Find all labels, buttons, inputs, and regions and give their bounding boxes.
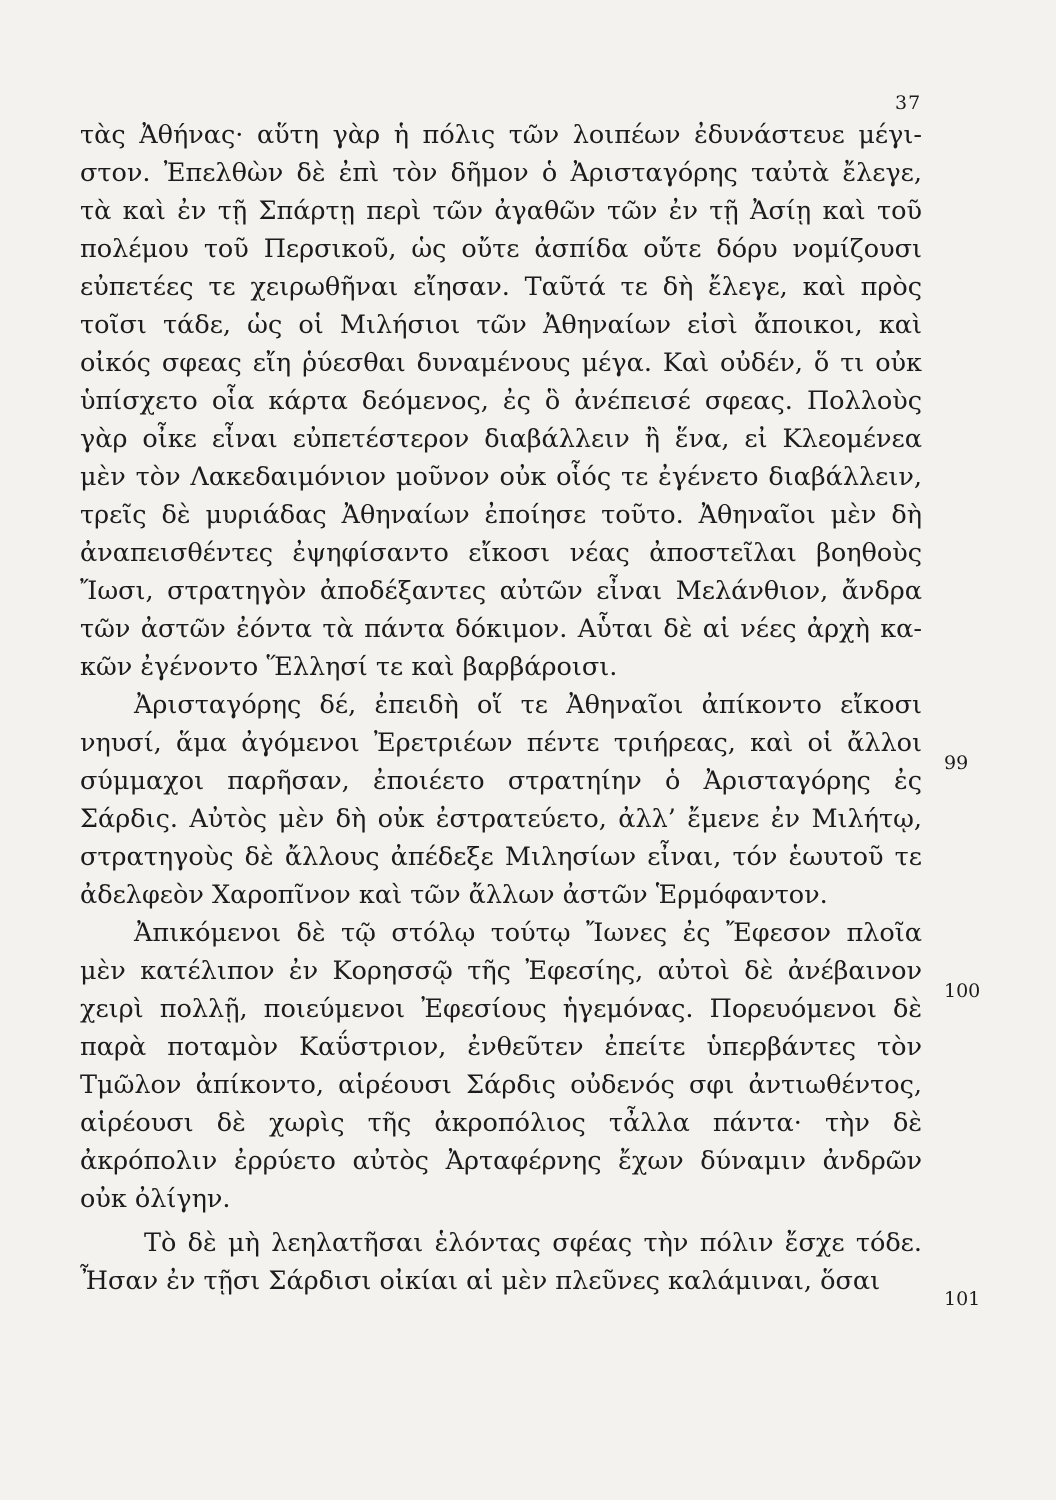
margin-section-number: 101 [944, 1288, 981, 1310]
text-line: Ἀπικόμενοι δὲ τῷ στόλῳ τούτῳ Ἴωνες ἐς Ἔφεσον πλοῖα [134, 918, 922, 948]
text-line: κῶν ἐγένοντο Ἕλλησί τε καὶ βαρβάροισι. [80, 652, 618, 682]
paragraph [80, 1224, 922, 1300]
paragraph [80, 686, 922, 914]
text-line: ἀναπεισθέντες ἐψηφίσαντο εἴκοσι νέας ἀποστεῖλαι βοηθοὺς [80, 538, 922, 568]
text-line: ἀδελφεὸν Χαροπῖνον καὶ τῶν ἄλλων ἀστῶν Ἑρμόφαντον. [80, 880, 828, 910]
text-line: Σάρδις. Αὐτὸς μὲν δὴ οὐκ ἐστρατεύετο, ἀλλ’ ἔμενε ἐν Μιλήτῳ, [80, 804, 922, 834]
text-line: οὐκ ὀλίγην. [80, 1184, 231, 1214]
text-line: Ἴωσι, στρατηγὸν ἀποδέξαντες αὐτῶν εἶναι Μελάνθιον, ἄνδρα [80, 576, 922, 606]
text-line: τῶν ἀστῶν ἐόντα τὰ πάντα δόκιμον. Αὗται δὲ αἱ νέες ἀρχὴ κα- [80, 614, 922, 644]
text-line: Τμῶλον ἀπίκοντο, αἱρέουσι Σάρδις οὐδενός σφι ἀντιωθέντος, [80, 1070, 922, 1100]
text-line: ἀκρόπολιν ἐρρύετο αὐτὸς Ἀρταφέρνης ἔχων δύναμιν ἀνδρῶν [80, 1146, 922, 1176]
paragraph [80, 116, 922, 686]
text-line: αἱρέουσι δὲ χωρὶς τῆς ἀκροπόλιος τἆλλα πάντα· τὴν δὲ [80, 1108, 922, 1138]
text-line: στρατηγοὺς δὲ ἄλλους ἀπέδεξε Μιλησίων εἶναι, τόν ἑωυτοῦ τε [80, 842, 922, 872]
text-line: Ἦσαν ἐν τῇσι Σάρδισι οἰκίαι αἱ μὲν πλεῦνες καλάμιναι, ὅσαι [80, 1266, 881, 1296]
text-line: νηυσί, ἅμα ἀγόμενοι Ἐρετριέων πέντε τριήρεας, καὶ οἱ ἄλλοι [80, 728, 922, 758]
text-line: τοῖσι τάδε, ὡς οἱ Μιλήσιοι τῶν Ἀθηναίων εἰσὶ ἄποικοι, καὶ [80, 310, 922, 340]
text-line: Τὸ δὲ μὴ λεηλατῆσαι ἑλόντας σφέας τὴν πόλιν ἔσχε τόδε. [144, 1228, 922, 1258]
text-line: τὰς Ἀθήνας· αὕτη γὰρ ἡ πόλις τῶν λοιπέων ἐδυνάστευε μέγι- [80, 120, 922, 150]
margin-section-number: 100 [944, 980, 981, 1002]
margin-section-number: 99 [944, 752, 969, 774]
text-line: χειρὶ πολλῇ, ποιεύμενοι Ἐφεσίους ἡγεμόνας. Πορευόμενοι δὲ [80, 994, 922, 1024]
text-line: στον. Ἐπελθὼν δὲ ἐπὶ τὸν δῆμον ὁ Ἀρισταγόρης ταὐτὰ ἔλεγε, [80, 158, 922, 188]
text-line: μὲν τὸν Λακεδαιμόνιον μοῦνον οὐκ οἷός τε ἐγένετο διαβάλλειν, [80, 462, 922, 492]
text-line: τὰ καὶ ἐν τῇ Σπάρτῃ περὶ τῶν ἀγαθῶν τῶν ἐν τῇ Ἀσίῃ καὶ τοῦ [80, 196, 922, 226]
text-line: οἰκός σφεας εἴη ῥύεσθαι δυναμένους μέγα. Καὶ οὐδέν, ὅ τι οὐκ [80, 348, 922, 378]
text-line: πολέμου τοῦ Περσικοῦ, ὡς οὔτε ἀσπίδα οὔτε δόρυ νομίζουσι [80, 234, 922, 264]
text-line: ὑπίσχετο οἷα κάρτα δεόμενος, ἐς ὃ ἀνέπεισέ σφεας. Πολλοὺς [80, 386, 922, 416]
text-line: γὰρ οἶκε εἶναι εὐπετέστερον διαβάλλειν ἢ ἕνα, εἰ Κλεομένεα [80, 424, 922, 454]
paragraph [80, 914, 922, 1218]
text-line: μὲν κατέλιπον ἐν Κορησσῷ τῆς Ἐφεσίης, αὐτοὶ δὲ ἀνέβαινον [80, 956, 922, 986]
text-line: σύμμαχοι παρῆσαν, ἐποιέετο στρατηίην ὁ Ἀρισταγόρης ἐς [80, 766, 922, 796]
text-line: τρεῖς δὲ μυριάδας Ἀθηναίων ἐποίησε τοῦτο. Ἀθηναῖοι μὲν δὴ [80, 500, 922, 530]
text-block [80, 116, 922, 1300]
text-line: παρὰ ποταμὸν Καΰστριον, ἐνθεῦτεν ἐπείτε ὑπερβάντες τὸν [80, 1032, 922, 1062]
text-line: Ἀρισταγόρης δέ, ἐπειδὴ οἵ τε Ἀθηναῖοι ἀπίκοντο εἴκοσι [134, 690, 922, 720]
text-line: εὐπετέες τε χειρωθῆναι εἴησαν. Ταῦτά τε δὴ ἔλεγε, καὶ πρὸς [80, 272, 922, 302]
page-number: 37 [895, 92, 922, 114]
